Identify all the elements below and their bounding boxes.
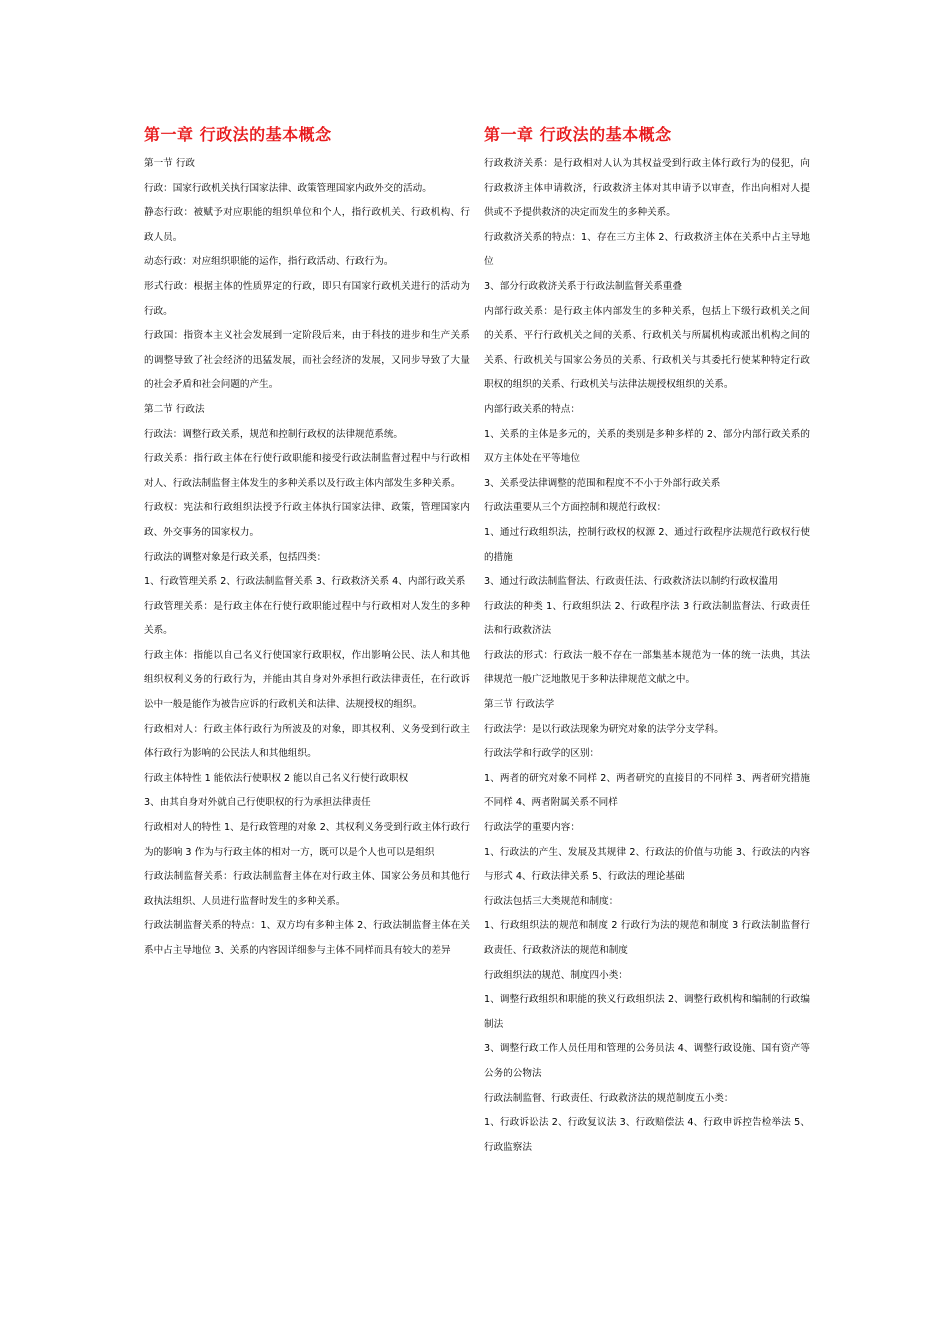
right-paragraph: 行政法的形式：行政法一般不存在一部集基本规范为一体的统一法典，其法律规范一般广泛地散见于多种法律规范文献之中。 [484, 649, 810, 686]
right-paragraph: 1、两者的研究对象不同样 2、两者研究的直接目的不同样 3、两者研究措施不同样 4、两者附属关系不同样 [484, 772, 810, 809]
left-column [144, 124, 470, 964]
left-paragraph: 行政权：宪法和行政组织法授予行政主体执行国家法律、政策，管理国家内政、外交事务的国家权力。 [144, 502, 470, 538]
right-paragraph: 1、行政组织法的规范和制度 2 行政行为法的规范和制度 3 行政法制监督行政责任、行政救济法的规范和制度 [484, 920, 810, 956]
left-paragraph: 行政法制监督关系：行政法制监督主体在对行政主体、国家公务员和其他行政执法组织、人员进行监督时发生的多种关系。 [144, 871, 470, 907]
right-paragraph: 1、行政诉讼法 2、行政复议法 3、行政赔偿法 4、行政申诉控告检举法 5、行政监察法 [484, 1117, 810, 1153]
right-paragraph: 行政法学：是以行政法现象为研究对象的法学分支学科。 [484, 723, 724, 735]
left-paragraph: 动态行政：对应组织职能的运作，指行政活动、行政行为。 [144, 256, 394, 268]
left-column-body [144, 152, 470, 964]
left-paragraph: 第一节 行政 [144, 158, 196, 169]
left-paragraph: 1、行政管理关系 2、行政法制监督关系 3、行政救济关系 4、内部行政关系 [144, 576, 466, 588]
right-paragraph: 3、部分行政救济关系于行政法制监督关系重叠 [484, 280, 682, 292]
left-paragraph: 行政主体：指能以自己名义行使国家行政职权，作出影响公民、法人和其他组织权利义务的行政行为，并能由其自身对外承担行政法律责任，在行政诉讼中一般是能作为被告应诉的行政机关和法律、法规授权的组织。 [144, 649, 470, 711]
chapter-title-left: 第一章 行政法的基本概念 [144, 125, 332, 144]
right-paragraph: 行政法的种类 1、行政组织法 2、行政程序法 3 行政法制监督法、行政责任法和行政救济法 [484, 600, 810, 637]
right-paragraph: 行政法学的重要内容： [484, 822, 580, 834]
left-paragraph: 形式行政：根据主体的性质界定的行政，即只有国家行政机关进行的活动为行政。 [144, 280, 470, 317]
right-paragraph: 第三节 行政法学 [484, 699, 555, 711]
right-paragraph: 1、行政法的产生、发展及其规律 2、行政法的价值与功能 3、行政法的内容与形式 4、行政法律关系 5、行政法的理论基础 [484, 846, 810, 883]
left-paragraph: 行政关系：指行政主体在行使行政职能和接受行政法制监督过程中与行政相对人、行政法制监督主体发生的多种关系以及行政主体内部发生多种关系。 [144, 453, 470, 489]
right-paragraph: 3、通过行政法制监督法、行政责任法、行政救济法以制约行政权滥用 [484, 576, 778, 588]
right-column-body [484, 152, 810, 1160]
left-paragraph: 行政法的调整对象是行政关系，包括四类： [144, 551, 327, 563]
left-paragraph: 3、由其自身对外就自己行使职权的行为承担法律责任 [144, 797, 371, 809]
left-paragraph: 静态行政：被赋予对应职能的组织单位和个人，指行政机关、行政机构、行政人员。 [144, 207, 470, 243]
left-paragraph: 第二节 行政法 [144, 403, 205, 415]
left-paragraph: 行政相对人：行政主体行政行为所波及的对象，即其权利、义务受到行政主体行政行为影响的公民法人和其他组织。 [144, 723, 470, 760]
right-paragraph: 行政救济关系：是行政相对人认为其权益受到行政主体行政行为的侵犯，向行政救济主体申请救济，行政救济主体对其申请予以审查，作出向相对人提供或不予提供救济的决定而发生的多种关系。 [484, 158, 810, 219]
right-paragraph: 行政救济关系的特点：1、存在三方主体 2、行政救济主体在关系中占主导地位 [484, 231, 810, 268]
right-paragraph: 3、调整行政工作人员任用和管理的公务员法 4、调整行政设施、国有资产等公务的公物法 [484, 1043, 810, 1079]
right-paragraph: 行政法重要从三个方面控制和规范行政权： [484, 502, 667, 514]
right-paragraph: 1、关系的主体是多元的，关系的类别是多种多样的 2、部分内部行政关系的双方主体处在平等地位 [484, 428, 810, 465]
left-paragraph: 行政法：调整行政关系，规范和控制行政权的法律规范系统。 [144, 428, 404, 440]
right-paragraph: 行政法包括三大类规范和制度： [484, 895, 619, 907]
left-paragraph: 行政相对人的特性 1、是行政管理的对象 2、其权利义务受到行政主体行政行为的影响 3 作为与行政主体的相对一方，既可以是个人也可以是组织 [144, 822, 470, 858]
right-paragraph: 内部行政关系：是行政主体内部发生的多种关系，包括上下级行政机关之间的关系、平行行政机关之间的关系、行政机关与所属机构或派出机构之间的关系、行政机关与国家公务员的关系、行政机关与其委托行使某种特定行政职权的组织的关系、行政机关与法律法规授权组织的关系。 [484, 305, 810, 391]
right-column [484, 124, 810, 1160]
left-paragraph: 行政主体特性 1 能依法行使职权 2 能以自己名义行使行政职权 [144, 772, 409, 784]
right-paragraph: 1、调整行政组织和职能的狭义行政组织法 2、调整行政机构和编制的行政编制法 [484, 994, 810, 1030]
right-paragraph: 内部行政关系的特点： [484, 403, 580, 415]
left-paragraph: 行政国：指资本主义社会发展到一定阶段后来，由于科技的进步和生产关系的调整导致了社会经济的迅猛发展，而社会经济的发展，又同步导致了大量的社会矛盾和社会问题的产生。 [144, 330, 470, 391]
right-paragraph: 1、通过行政组织法，控制行政权的权源 2、通过行政程序法规范行政权行使的措施 [484, 526, 810, 563]
right-paragraph: 行政法学和行政学的区别： [484, 748, 600, 760]
right-paragraph: 行政法制监督、行政责任、行政救济法的规范制度五小类： [484, 1092, 734, 1104]
right-paragraph: 行政组织法的规范、制度四小类： [484, 969, 628, 981]
right-paragraph: 3、关系受法律调整的范围和程度不不小于外部行政关系 [484, 477, 721, 489]
left-paragraph: 行政管理关系：是行政主体在行使行政职能过程中与行政相对人发生的多种关系。 [144, 600, 470, 637]
left-paragraph: 行政法制监督关系的特点：1、双方均有多种主体 2、行政法制监督主体在关系中占主导地位 3、关系的内容因详细参与主体不同样而具有较大的差异 [144, 920, 470, 956]
chapter-title-right: 第一章 行政法的基本概念 [484, 125, 672, 144]
left-paragraph: 行政：国家行政机关执行国家法律、政策管理国家内政外交的活动。 [144, 182, 432, 194]
